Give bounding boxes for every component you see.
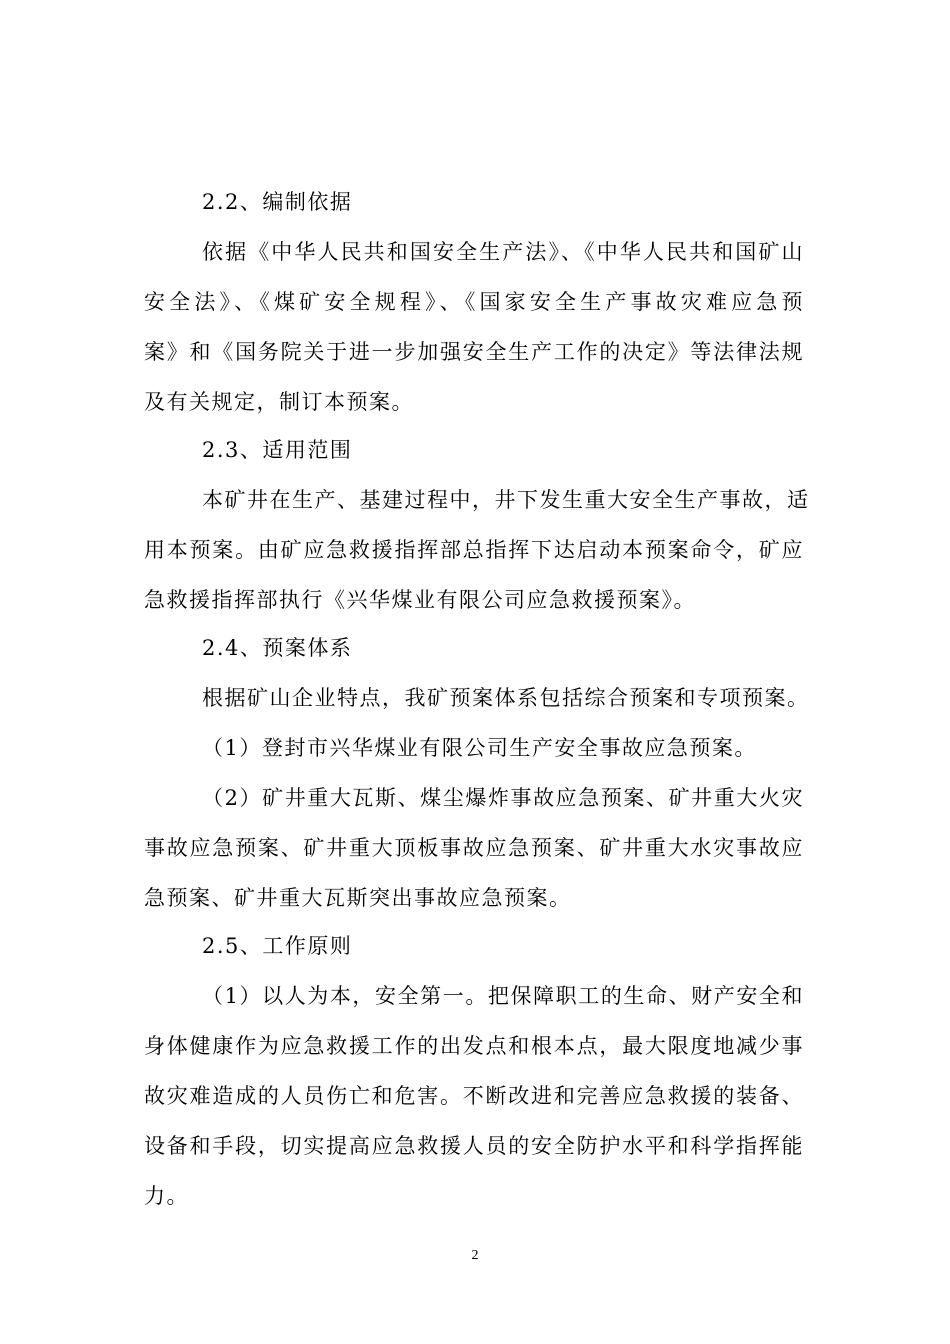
paragraph-line: 事故应急预案、矿井重大顶板事故应急预案、矿井重大水灾事故应 — [144, 836, 804, 860]
section-heading-2-4: 2.4、预案体系 — [202, 636, 353, 660]
paragraph-line: 设备和手段，切实提高应急救援人员的安全防护水平和科学指挥能 — [144, 1134, 804, 1158]
paragraph-line: 及有关规定，制订本预案。 — [144, 390, 414, 414]
paragraph-line: 力。 — [144, 1184, 189, 1208]
section-heading-2-2: 2.2、编制依据 — [202, 190, 353, 214]
list-item: （1）登封市兴华煤业有限公司生产安全事故应急预案。 — [202, 736, 757, 760]
page-number: 2 — [471, 1248, 479, 1263]
paragraph-line: 案》和《国务院关于进一步加强安全生产工作的决定》等法律法规 — [144, 340, 804, 364]
list-item: （1）以人为本，安全第一。把保障职工的生命、财产安全和 — [202, 984, 804, 1008]
paragraph-line: 身体健康作为应急救援工作的出发点和根本点，最大限度地减少事 — [144, 1034, 804, 1058]
list-item: （2）矿井重大瓦斯、煤尘爆炸事故应急预案、矿井重大火灾 — [202, 786, 804, 810]
paragraph-line: 急预案、矿井重大瓦斯突出事故应急预案。 — [144, 886, 572, 910]
paragraph-line: 安全法》、《煤矿安全规程》、《国家安全生产事故灾难应急预 — [144, 290, 804, 314]
section-heading-2-3: 2.3、适用范围 — [202, 438, 353, 462]
paragraph-line: 故灾难造成的人员伤亡和危害。不断改进和完善应急救援的装备、 — [144, 1084, 804, 1108]
paragraph-line: 用本预案。由矿应急救援指挥部总指挥下达启动本预案命令，矿应 — [144, 538, 804, 562]
paragraph-line: 根据矿山企业特点，我矿预案体系包括综合预案和专项预案。 — [202, 686, 810, 710]
paragraph-line: 急救援指挥部执行《兴华煤业有限公司应急救援预案》。 — [144, 588, 696, 612]
section-heading-2-5: 2.5、工作原则 — [202, 934, 353, 958]
paragraph-line: 本矿井在生产、基建过程中，井下发生重大安全生产事故，适 — [202, 488, 810, 512]
paragraph-line: 依据《中华人民共和国安全生产法》、《中华人民共和国矿山 — [202, 240, 804, 264]
